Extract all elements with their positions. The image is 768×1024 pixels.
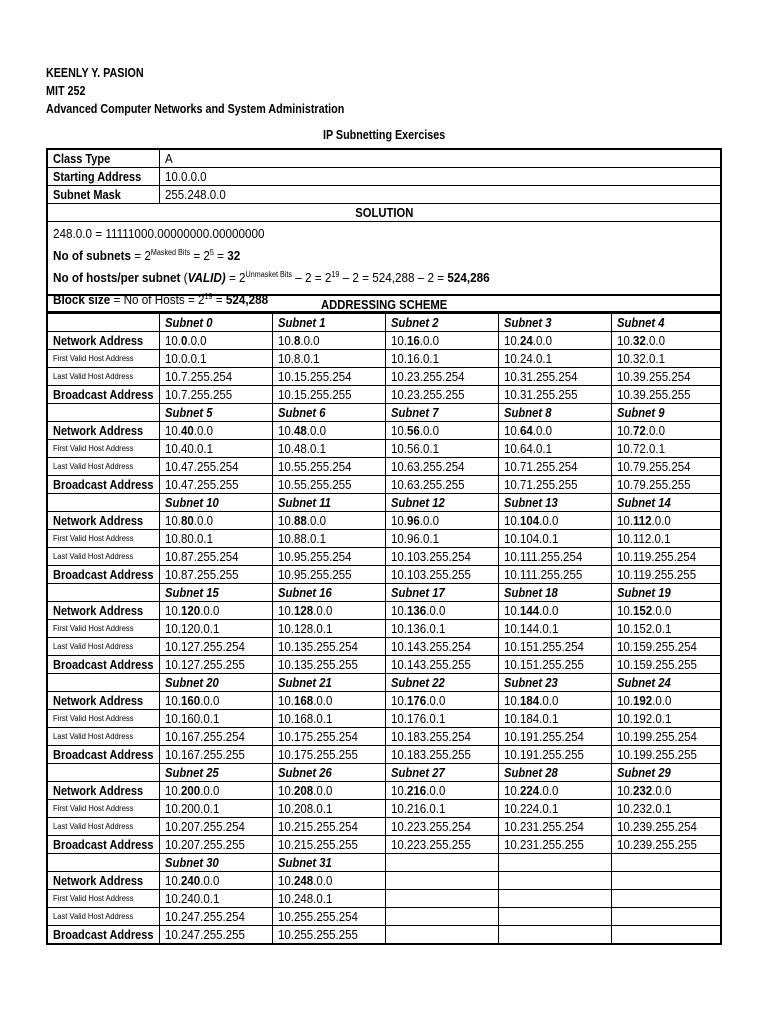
last-valid-host-row [48, 638, 721, 656]
subnet-name: Subnet 12 [386, 494, 499, 512]
class-type-row [48, 150, 721, 168]
subnet-name: Subnet 29 [612, 764, 721, 782]
broadcast-cell: 10.87.255.255 [160, 566, 273, 584]
first-valid-host-row [48, 710, 721, 728]
last-host-cell: 10.207.255.254 [160, 818, 273, 836]
first-host-cell: 10.72.0.1 [612, 440, 721, 458]
row-label-first-host: First Valid Host Address [48, 710, 160, 728]
row-label-broadcast: Broadcast Address [48, 746, 160, 764]
broadcast-cell: 10.23.255.255 [386, 386, 499, 404]
scheme-heading: ADDRESSING SCHEME [48, 296, 721, 314]
broadcast-cell [386, 926, 499, 944]
subnet-name: Subnet 16 [273, 584, 386, 602]
network-address-cell: 10.128.0.0 [273, 602, 386, 620]
subnet-name [499, 854, 612, 872]
subnet-name: Subnet 20 [160, 674, 273, 692]
first-host-cell: 10.40.0.1 [160, 440, 273, 458]
first-host-cell: 10.128.0.1 [273, 620, 386, 638]
network-address-cell: 10.8.0.0 [273, 332, 386, 350]
broadcast-cell: 10.183.255.255 [386, 746, 499, 764]
row-label-network: Network Address [48, 872, 160, 890]
first-host-cell [499, 890, 612, 908]
last-valid-host-row [48, 458, 721, 476]
subnet-name: Subnet 31 [273, 854, 386, 872]
class-type-value: A [160, 150, 721, 168]
row-label-last-host: Last Valid Host Address [48, 638, 160, 656]
network-address-cell: 10.64.0.0 [499, 422, 612, 440]
network-address-row [48, 872, 721, 890]
first-valid-host-row [48, 440, 721, 458]
course-title: Advanced Computer Networks and System Administration [46, 102, 345, 116]
network-address-cell: 10.192.0.0 [612, 692, 721, 710]
subnet-name: Subnet 21 [273, 674, 386, 692]
subnet-name: Subnet 0 [160, 314, 273, 332]
network-address-row [48, 512, 721, 530]
last-valid-host-row [48, 818, 721, 836]
first-host-cell: 10.96.0.1 [386, 530, 499, 548]
broadcast-cell: 10.7.255.255 [160, 386, 273, 404]
subnet-name: Subnet 13 [499, 494, 612, 512]
network-address-cell: 10.136.0.0 [386, 602, 499, 620]
last-host-cell: 10.15.255.254 [273, 368, 386, 386]
row-label-first-host: First Valid Host Address [48, 350, 160, 368]
network-address-cell [499, 872, 612, 890]
subnet-names-row [48, 494, 721, 512]
broadcast-cell: 10.175.255.255 [273, 746, 386, 764]
subnet-name: Subnet 10 [160, 494, 273, 512]
network-address-cell: 10.176.0.0 [386, 692, 499, 710]
broadcast-cell [612, 926, 721, 944]
subnet-names-row [48, 404, 721, 422]
network-address-cell: 10.240.0.0 [160, 872, 273, 890]
first-host-cell: 10.104.0.1 [499, 530, 612, 548]
first-host-cell: 10.136.0.1 [386, 620, 499, 638]
subnet-names-row [48, 584, 721, 602]
row-label-last-host: Last Valid Host Address [48, 728, 160, 746]
network-address-row [48, 692, 721, 710]
subnet-name: Subnet 22 [386, 674, 499, 692]
broadcast-cell: 10.255.255.255 [273, 926, 386, 944]
starting-address-row [48, 168, 721, 186]
broadcast-cell: 10.167.255.255 [160, 746, 273, 764]
subnet-name [612, 854, 721, 872]
first-host-cell: 10.184.0.1 [499, 710, 612, 728]
subnet-name: Subnet 23 [499, 674, 612, 692]
network-address-cell: 10.88.0.0 [273, 512, 386, 530]
broadcast-cell: 10.135.255.255 [273, 656, 386, 674]
last-host-cell: 10.127.255.254 [160, 638, 273, 656]
first-host-cell: 10.24.0.1 [499, 350, 612, 368]
last-host-cell: 10.255.255.254 [273, 908, 386, 926]
broadcast-cell: 10.207.255.255 [160, 836, 273, 854]
last-host-cell: 10.183.255.254 [386, 728, 499, 746]
last-host-cell: 10.151.255.254 [499, 638, 612, 656]
broadcast-address-row [48, 836, 721, 854]
subnet-names-row [48, 854, 721, 872]
last-host-cell: 10.199.255.254 [612, 728, 721, 746]
broadcast-cell: 10.31.255.255 [499, 386, 612, 404]
first-host-cell: 10.120.0.1 [160, 620, 273, 638]
network-address-cell: 10.216.0.0 [386, 782, 499, 800]
subnet-name: Subnet 24 [612, 674, 721, 692]
subnet-name: Subnet 18 [499, 584, 612, 602]
network-address-cell: 10.208.0.0 [273, 782, 386, 800]
row-label-last-host: Last Valid Host Address [48, 818, 160, 836]
subnet-name: Subnet 14 [612, 494, 721, 512]
network-address-cell: 10.72.0.0 [612, 422, 721, 440]
first-host-cell: 10.56.0.1 [386, 440, 499, 458]
addressing-scheme-table [47, 295, 721, 944]
network-address-cell: 10.120.0.0 [160, 602, 273, 620]
solution-heading: SOLUTION [48, 204, 721, 222]
network-address-cell: 10.112.0.0 [612, 512, 721, 530]
broadcast-cell: 10.111.255.255 [499, 566, 612, 584]
row-label-first-host: First Valid Host Address [48, 620, 160, 638]
broadcast-cell: 10.247.255.255 [160, 926, 273, 944]
network-address-row [48, 782, 721, 800]
broadcast-cell: 10.55.255.255 [273, 476, 386, 494]
broadcast-cell: 10.151.255.255 [499, 656, 612, 674]
last-valid-host-row [48, 368, 721, 386]
document-header [46, 64, 344, 118]
row-label-broadcast: Broadcast Address [48, 386, 160, 404]
subnet-name: Subnet 19 [612, 584, 721, 602]
first-host-cell: 10.80.0.1 [160, 530, 273, 548]
info-table [47, 149, 721, 312]
broadcast-cell: 10.119.255.255 [612, 566, 721, 584]
row-label-last-host: Last Valid Host Address [48, 548, 160, 566]
network-address-row [48, 422, 721, 440]
subnet-name: Subnet 4 [612, 314, 721, 332]
broadcast-cell: 10.63.255.255 [386, 476, 499, 494]
hosts-line: No of hosts/per subnet (VALID) = $2^{Unmasket Bits} - 2 = 2^{19} - 2 = 524,288 - 2 = 524,286$ [53, 270, 490, 285]
network-address-cell: 10.200.0.0 [160, 782, 273, 800]
subnet-name: Subnet 26 [273, 764, 386, 782]
last-host-cell: 10.71.255.254 [499, 458, 612, 476]
row-label-network: Network Address [48, 422, 160, 440]
subnet-mask-row [48, 186, 721, 204]
row-label-first-host: First Valid Host Address [48, 530, 160, 548]
first-host-cell: 10.216.0.1 [386, 800, 499, 818]
row-label-network: Network Address [48, 782, 160, 800]
network-address-cell: 10.40.0.0 [160, 422, 273, 440]
binary-mask-line: 248.0.0 = 11111000.00000000.00000000 [53, 226, 265, 241]
row-label-last-host: Last Valid Host Address [48, 368, 160, 386]
first-host-cell: 10.200.0.1 [160, 800, 273, 818]
addressing-scheme [46, 294, 722, 945]
broadcast-address-row [48, 386, 721, 404]
broadcast-cell: 10.159.255.255 [612, 656, 721, 674]
network-address-cell: 10.152.0.0 [612, 602, 721, 620]
last-host-cell: 10.167.255.254 [160, 728, 273, 746]
row-label-network: Network Address [48, 332, 160, 350]
last-host-cell: 10.95.255.254 [273, 548, 386, 566]
class-type-label: Class Type [48, 150, 160, 168]
broadcast-cell: 10.191.255.255 [499, 746, 612, 764]
first-host-cell: 10.48.0.1 [273, 440, 386, 458]
subnets-line: No of subnets = $2^{Masked Bits} = 2^5 = 32$ [53, 248, 241, 263]
first-host-cell: 10.248.0.1 [273, 890, 386, 908]
row-label-broadcast: Broadcast Address [48, 566, 160, 584]
scheme-heading-row [48, 296, 721, 314]
last-host-cell: 10.55.255.254 [273, 458, 386, 476]
subnet-mask-label: Subnet Mask [48, 186, 160, 204]
broadcast-cell: 10.103.255.255 [386, 566, 499, 584]
broadcast-cell: 10.215.255.255 [273, 836, 386, 854]
solution-heading-row [48, 204, 721, 222]
network-address-cell: 10.168.0.0 [273, 692, 386, 710]
last-host-cell [499, 908, 612, 926]
last-host-cell: 10.47.255.254 [160, 458, 273, 476]
row-label-broadcast: Broadcast Address [48, 476, 160, 494]
first-host-cell: 10.0.0.1 [160, 350, 273, 368]
first-host-cell: 10.144.0.1 [499, 620, 612, 638]
broadcast-cell [499, 926, 612, 944]
network-address-cell: 10.184.0.0 [499, 692, 612, 710]
first-host-cell [612, 890, 721, 908]
row-label-network: Network Address [48, 512, 160, 530]
last-host-cell: 10.7.255.254 [160, 368, 273, 386]
first-host-cell: 10.240.0.1 [160, 890, 273, 908]
first-host-cell: 10.64.0.1 [499, 440, 612, 458]
row-label-broadcast: Broadcast Address [48, 656, 160, 674]
subnet-name: Subnet 30 [160, 854, 273, 872]
network-address-cell: 10.32.0.0 [612, 332, 721, 350]
last-host-cell: 10.215.255.254 [273, 818, 386, 836]
blank-cell [48, 404, 160, 422]
last-host-cell: 10.39.255.254 [612, 368, 721, 386]
blank-cell [48, 584, 160, 602]
broadcast-cell: 10.199.255.255 [612, 746, 721, 764]
last-host-cell: 10.87.255.254 [160, 548, 273, 566]
last-valid-host-row [48, 908, 721, 926]
network-address-cell: 10.56.0.0 [386, 422, 499, 440]
first-host-cell: 10.8.0.1 [273, 350, 386, 368]
first-valid-host-row [48, 530, 721, 548]
broadcast-cell: 10.231.255.255 [499, 836, 612, 854]
broadcast-cell: 10.47.255.255 [160, 476, 273, 494]
subnet-name: Subnet 28 [499, 764, 612, 782]
first-host-cell: 10.192.0.1 [612, 710, 721, 728]
subnet-name: Subnet 5 [160, 404, 273, 422]
last-host-cell: 10.79.255.254 [612, 458, 721, 476]
first-host-cell: 10.16.0.1 [386, 350, 499, 368]
blank-cell [48, 854, 160, 872]
last-host-cell: 10.63.255.254 [386, 458, 499, 476]
last-host-cell: 10.231.255.254 [499, 818, 612, 836]
broadcast-address-row [48, 926, 721, 944]
row-label-network: Network Address [48, 692, 160, 710]
row-label-first-host: First Valid Host Address [48, 890, 160, 908]
broadcast-cell: 10.239.255.255 [612, 836, 721, 854]
broadcast-cell: 10.15.255.255 [273, 386, 386, 404]
subnet-name: Subnet 1 [273, 314, 386, 332]
subnet-names-row [48, 764, 721, 782]
first-valid-host-row [48, 890, 721, 908]
first-host-cell: 10.32.0.1 [612, 350, 721, 368]
broadcast-address-row [48, 746, 721, 764]
row-label-first-host: First Valid Host Address [48, 800, 160, 818]
last-host-cell: 10.119.255.254 [612, 548, 721, 566]
blank-cell [48, 674, 160, 692]
subnet-name: Subnet 7 [386, 404, 499, 422]
subnet-names-row [48, 314, 721, 332]
last-host-cell: 10.239.255.254 [612, 818, 721, 836]
broadcast-cell: 10.143.255.255 [386, 656, 499, 674]
last-valid-host-row [48, 728, 721, 746]
subnet-name: Subnet 11 [273, 494, 386, 512]
last-host-cell [386, 908, 499, 926]
course-code: MIT 252 [46, 84, 86, 98]
row-label-broadcast: Broadcast Address [48, 926, 160, 944]
subnet-name: Subnet 17 [386, 584, 499, 602]
blank-cell [48, 314, 160, 332]
first-host-cell: 10.224.0.1 [499, 800, 612, 818]
first-valid-host-row [48, 800, 721, 818]
broadcast-address-row [48, 476, 721, 494]
last-host-cell: 10.223.255.254 [386, 818, 499, 836]
subnet-name: Subnet 3 [499, 314, 612, 332]
starting-address-label: Starting Address [48, 168, 160, 186]
network-address-cell: 10.0.0.0 [160, 332, 273, 350]
subnet-names-row [48, 674, 721, 692]
document-title: IP Subnetting Exercises [322, 128, 446, 142]
network-address-row [48, 602, 721, 620]
broadcast-cell: 10.127.255.255 [160, 656, 273, 674]
network-address-cell: 10.80.0.0 [160, 512, 273, 530]
first-host-cell: 10.112.0.1 [612, 530, 721, 548]
last-host-cell [612, 908, 721, 926]
network-address-cell: 10.104.0.0 [499, 512, 612, 530]
subnet-name: Subnet 15 [160, 584, 273, 602]
broadcast-cell: 10.71.255.255 [499, 476, 612, 494]
subnet-name: Subnet 9 [612, 404, 721, 422]
first-host-cell: 10.232.0.1 [612, 800, 721, 818]
last-host-cell: 10.175.255.254 [273, 728, 386, 746]
network-address-cell: 10.96.0.0 [386, 512, 499, 530]
network-address-cell [386, 872, 499, 890]
network-address-cell: 10.224.0.0 [499, 782, 612, 800]
first-host-cell: 10.88.0.1 [273, 530, 386, 548]
last-valid-host-row [48, 548, 721, 566]
subnet-mask-value: 255.248.0.0 [160, 186, 721, 204]
network-address-cell: 10.16.0.0 [386, 332, 499, 350]
network-address-cell [612, 872, 721, 890]
row-label-first-host: First Valid Host Address [48, 440, 160, 458]
last-host-cell: 10.247.255.254 [160, 908, 273, 926]
network-address-cell: 10.248.0.0 [273, 872, 386, 890]
subnet-name: Subnet 25 [160, 764, 273, 782]
first-host-cell: 10.208.0.1 [273, 800, 386, 818]
last-host-cell: 10.143.255.254 [386, 638, 499, 656]
blank-cell [48, 764, 160, 782]
broadcast-address-row [48, 566, 721, 584]
last-host-cell: 10.135.255.254 [273, 638, 386, 656]
last-host-cell: 10.159.255.254 [612, 638, 721, 656]
last-host-cell: 10.111.255.254 [499, 548, 612, 566]
last-host-cell: 10.191.255.254 [499, 728, 612, 746]
info-block [46, 148, 722, 313]
network-address-cell: 10.160.0.0 [160, 692, 273, 710]
first-host-cell: 10.152.0.1 [612, 620, 721, 638]
row-label-broadcast: Broadcast Address [48, 836, 160, 854]
subnet-name: Subnet 2 [386, 314, 499, 332]
last-host-cell: 10.23.255.254 [386, 368, 499, 386]
row-label-network: Network Address [48, 602, 160, 620]
subnet-name: Subnet 6 [273, 404, 386, 422]
first-valid-host-row [48, 620, 721, 638]
broadcast-address-row [48, 656, 721, 674]
network-address-row [48, 332, 721, 350]
first-host-cell [386, 890, 499, 908]
first-valid-host-row [48, 350, 721, 368]
first-host-cell: 10.176.0.1 [386, 710, 499, 728]
last-host-cell: 10.103.255.254 [386, 548, 499, 566]
network-address-cell: 10.232.0.0 [612, 782, 721, 800]
author-name: KEENLY Y. PASION [46, 66, 144, 80]
broadcast-cell: 10.39.255.255 [612, 386, 721, 404]
first-host-cell: 10.160.0.1 [160, 710, 273, 728]
broadcast-cell: 10.79.255.255 [612, 476, 721, 494]
blank-cell [48, 494, 160, 512]
network-address-cell: 10.48.0.0 [273, 422, 386, 440]
broadcast-cell: 10.95.255.255 [273, 566, 386, 584]
network-address-cell: 10.24.0.0 [499, 332, 612, 350]
network-address-cell: 10.144.0.0 [499, 602, 612, 620]
subnet-name: Subnet 8 [499, 404, 612, 422]
first-host-cell: 10.168.0.1 [273, 710, 386, 728]
subnet-name: Subnet 27 [386, 764, 499, 782]
subnet-name [386, 854, 499, 872]
block-size-line: Block size = No of Hosts = $2^{19} = 524,288$ [53, 292, 269, 307]
row-label-last-host: Last Valid Host Address [48, 908, 160, 926]
row-label-last-host: Last Valid Host Address [48, 458, 160, 476]
last-host-cell: 10.31.255.254 [499, 368, 612, 386]
broadcast-cell: 10.223.255.255 [386, 836, 499, 854]
starting-address-value: 10.0.0.0 [160, 168, 721, 186]
